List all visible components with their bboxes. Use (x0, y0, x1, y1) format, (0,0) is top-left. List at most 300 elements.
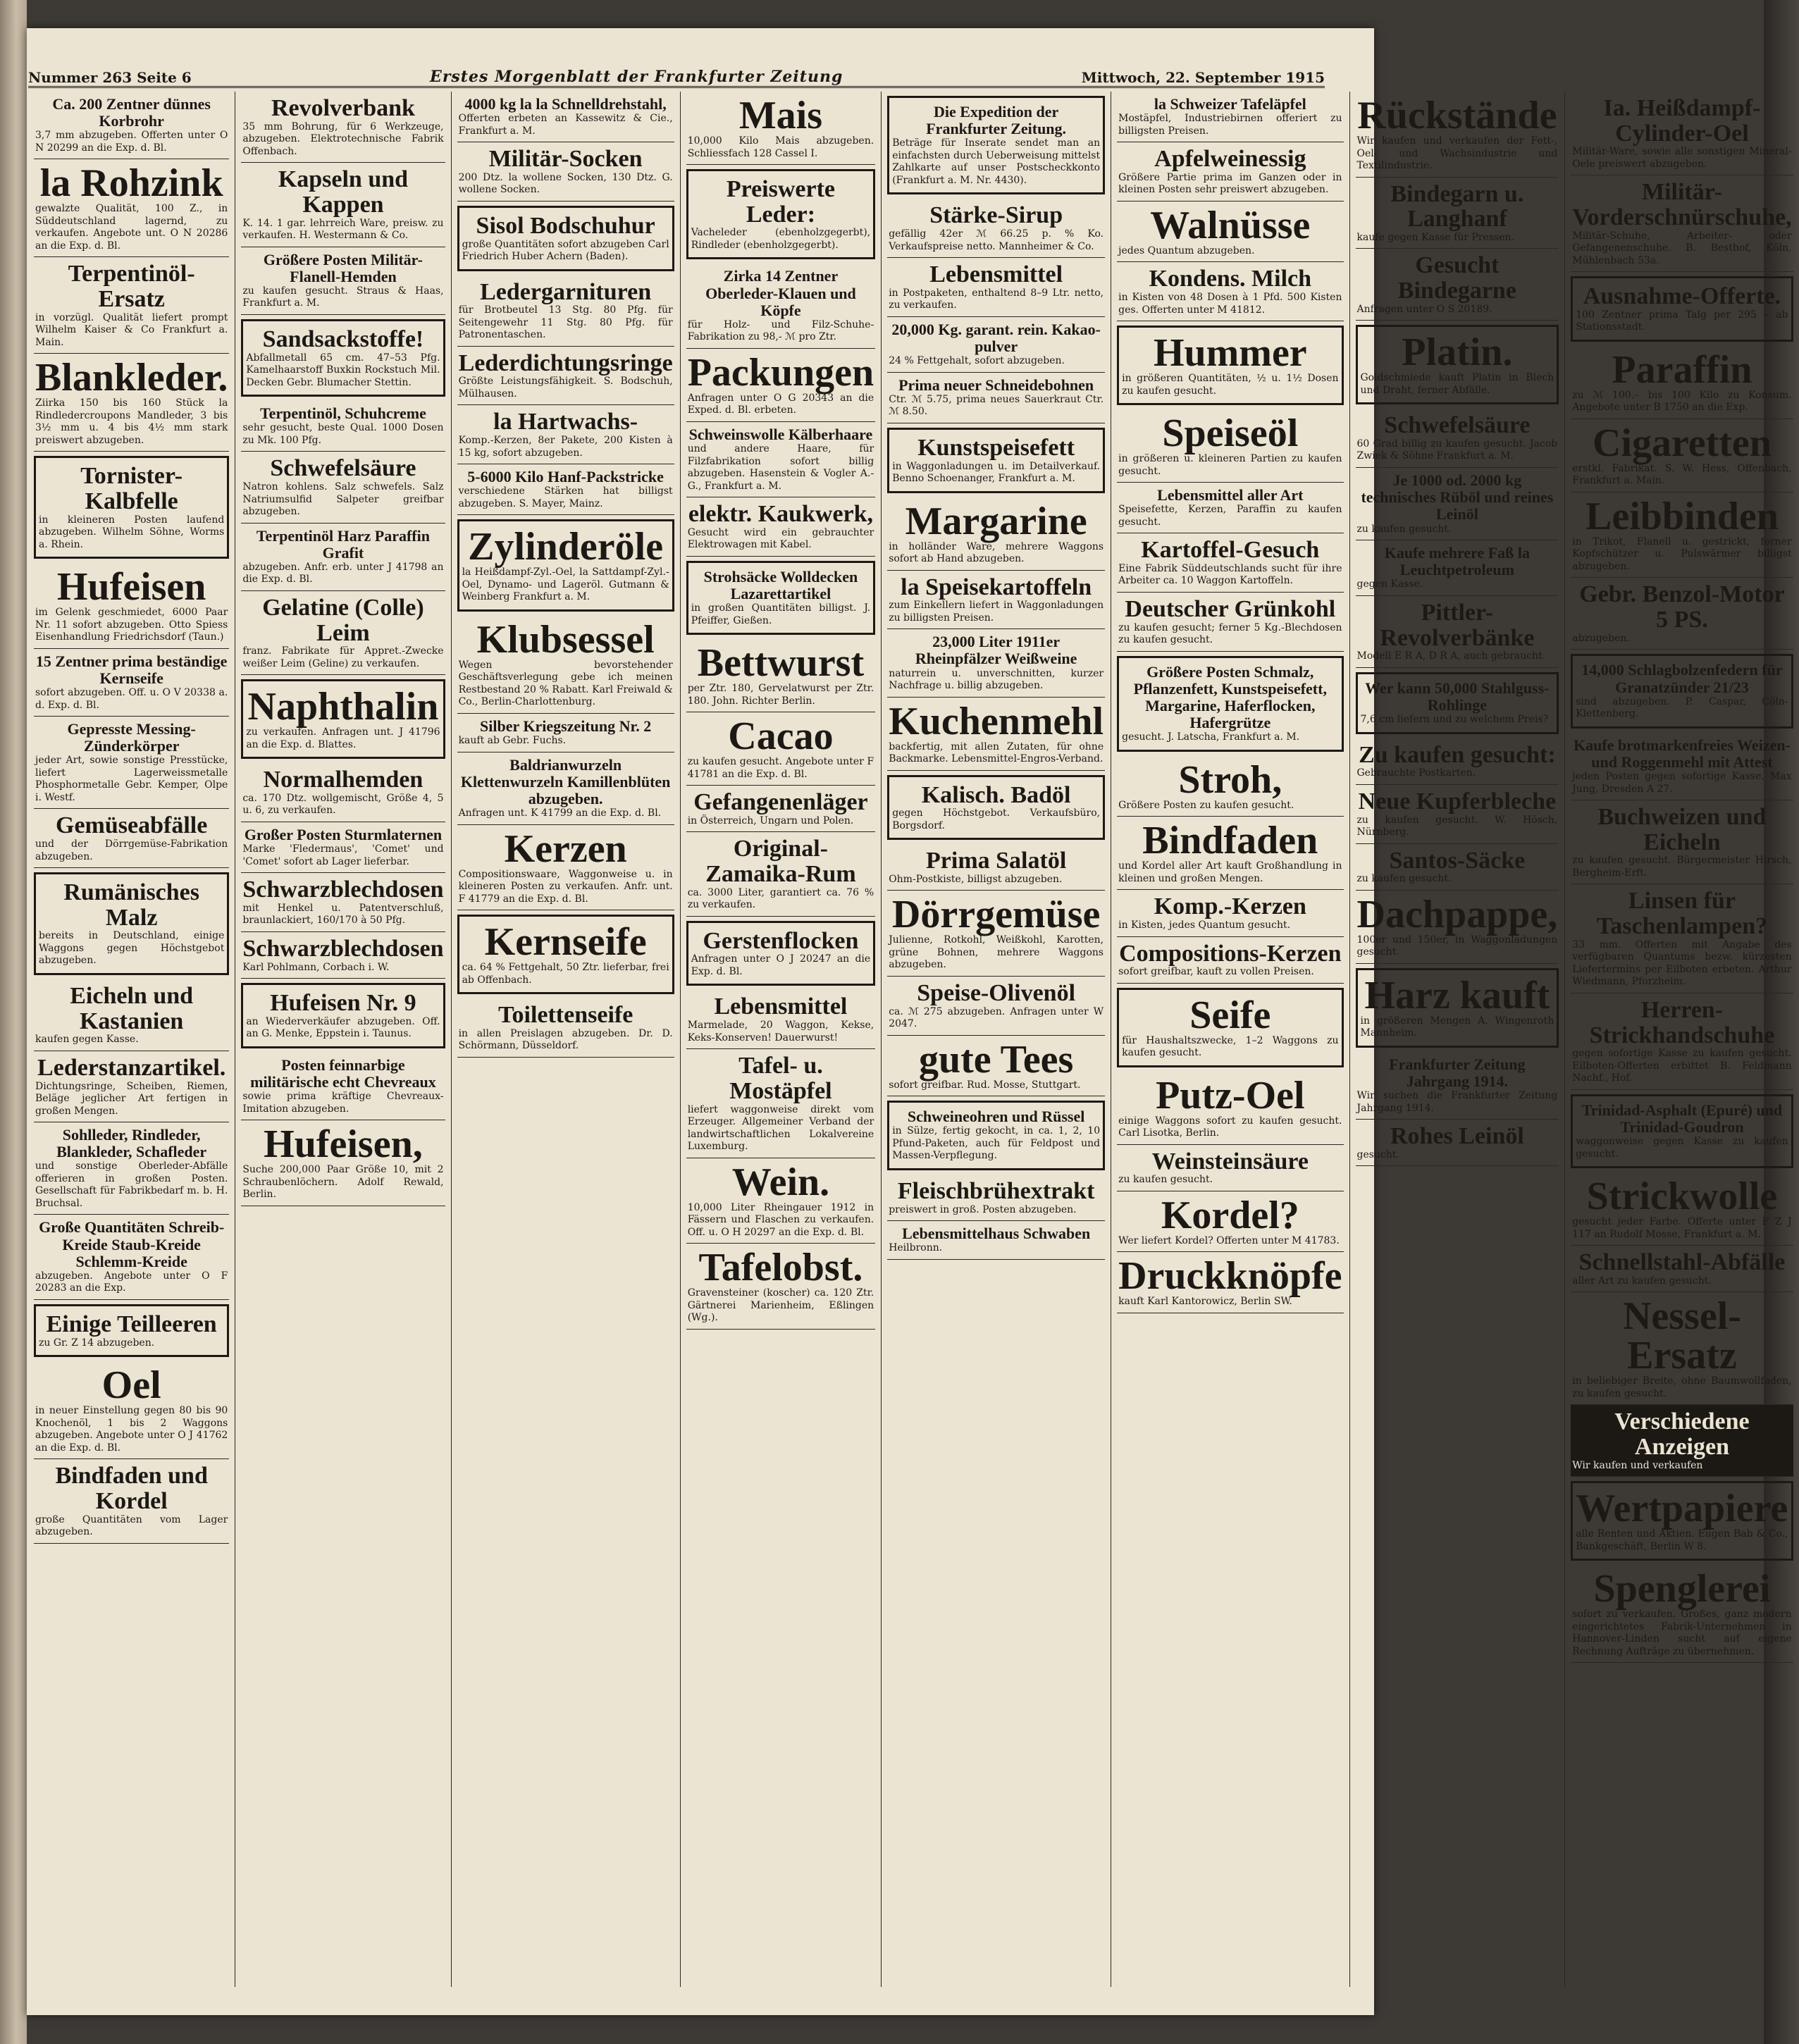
ad-body: Mostäpfel, Industriebirnen offeriert zu billigsten Preisen. (1118, 113, 1342, 137)
classified-ad (887, 1221, 1105, 1260)
ad-body: große Quantitäten sofort abzugeben Carl Friedrich Huber Achern (Baden). (462, 238, 669, 263)
ad-headline: Paraffin (1612, 347, 1752, 392)
classified-ad (34, 1122, 229, 1215)
classified-ad (1356, 968, 1559, 1048)
ad-body: Vacheleder (ebenholzgegerbt), Rindleder (ebenholzgegerbt). (691, 227, 871, 251)
ad-headline: Ia. Heißdampf-Cylinder-Oel (1603, 95, 1761, 147)
ad-body: in holländer Ware, mehrere Waggons sofort ab Hand abzugeben. (889, 540, 1104, 564)
classified-ad (1117, 656, 1343, 752)
ad-headline: Schwarzblechdosen (242, 877, 444, 903)
ad-headline: Bindfaden und Kordel (55, 1463, 208, 1514)
ad-headline: Kaufe mehrere Faß la Leuchtpetroleum (1384, 544, 1531, 579)
ad-headline: Kalisch. Badöl (921, 781, 1071, 808)
ad-body: la Heißdampf-Zyl.-Oel, la Sattdampf-Zyl.-Oel, Dynamo- und Lageröl. Gutmann & Weinberg Frankfurt a. M. (462, 566, 669, 603)
ad-body: gegen sofortige Kasse zu kaufen gesucht. Eilboten-Offerten erbittet B. Feldmann Nachf., Hof. (1572, 1048, 1792, 1084)
ad-headline: Rumänisches Malz (63, 879, 200, 931)
classified-ad (34, 979, 229, 1051)
classified-ad (887, 497, 1105, 571)
ad-headline: Zylinderöle (468, 525, 664, 569)
classified-ad (241, 247, 445, 315)
ad-body: in allen Preislagen abzugeben. Dr. D. Schörmann, Düsseldorf. (458, 1027, 673, 1052)
classified-ad (241, 319, 445, 397)
ad-body: und der Dörrgemüse-Fabrikation abzugeben. (35, 838, 228, 862)
classified-ad (686, 639, 876, 712)
classified-ad (887, 698, 1105, 771)
ad-body: abzugeben. Anfr. erb. unter J 41798 an die Exp. d. Bl. (242, 561, 444, 586)
ad-headline: la Schweizer Tafeläpfel (1154, 95, 1306, 113)
ad-body: alle Renten und Aktien. Eugen Bab & Co., Bankgeschäft, Berlin W 8. (1576, 1528, 1788, 1552)
ad-headline: Stroh, (1178, 757, 1282, 802)
ad-body: gegen Höchstgebot. Verkaufsbüro, Borgsdorf. (892, 807, 1101, 831)
ad-headline: Zu kaufen gesucht: (1359, 741, 1556, 768)
classified-ad (887, 977, 1105, 1036)
ad-headline: Mais (738, 94, 823, 137)
classified-ad (1356, 1120, 1559, 1166)
classified-ad (457, 206, 674, 271)
ad-headline: Frankfurter Zeitung Jahrgang 1914. (1389, 1055, 1526, 1090)
classified-ad (1571, 419, 1793, 493)
ad-body: Anfragen unt. K 41799 an die Exp. d. Bl. (458, 807, 662, 819)
ad-headline: Prima Salatöl (926, 848, 1067, 874)
ad-body: Wegen bevorstehender Geschäftsverlegung gebe ich meinen Restbestand 20 % Rabatt. Karl Freiwald & Co., Berlin-Charlottenburg. (458, 659, 673, 708)
ad-body: gegen Kasse. (1356, 578, 1423, 590)
ad-headline: Terpentinöl, Schuhcreme (259, 404, 426, 423)
ad-headline: Schwarzblechdosen (242, 935, 444, 962)
ad-body: zu ℳ 100.– bis 100 Kilo zu Konsum. Angebote unter B 1750 an die Exp. (1572, 389, 1792, 414)
ad-headline: Nessel-Ersatz (1622, 1294, 1741, 1378)
column-2 (235, 92, 451, 1987)
ad-body: in Waggonladungen u. im Detailverkauf. Benno Schoenanger, Frankfurt a. M. (892, 460, 1101, 484)
ad-headline: Je 1000 od. 2000 kg technisches Rüböl und reines Leinöl (1361, 471, 1554, 524)
ad-headline: Trinidad-Asphalt (Epuré) und Trinidad-Goudron (1581, 1101, 1783, 1136)
ad-body: in neuer Einstellung gegen 80 bis 90 Knochenöl, 1 bis 2 Waggons abzugeben. Angebote unter O J 41762 an die Exp. d. Bl. (35, 1405, 228, 1454)
ad-body: zu kaufen gesucht. (1356, 523, 1452, 535)
ad-body: zu kaufen gesucht. W. Hösch, Nürnberg. (1356, 814, 1558, 838)
issue-date: Mittwoch, 22. September 1915 (1081, 69, 1325, 86)
ad-body: Speisefette, Kerzen, Paraffin zu kaufen gesucht. (1118, 504, 1342, 528)
classified-ad (241, 1120, 445, 1206)
classified-ad (1571, 800, 1793, 884)
column-6 (1111, 92, 1349, 1987)
classified-ad (1356, 409, 1559, 468)
classified-ad (1356, 785, 1559, 844)
ad-headline: Schweinswolle Kälberhaare (688, 425, 873, 443)
page-header (28, 58, 1325, 88)
ad-body: in Postpaketen, enthaltend 8–9 Ltr. netto, zu verkaufen. (889, 287, 1104, 311)
ad-body: Militär-Ware, sowie alle sonstigen Mineral-Oele preiswert abzugeben. (1572, 146, 1792, 170)
ad-headline: Terpentinöl-Ersatz (68, 261, 195, 313)
ad-body: sofort greifbar. Rud. Mosse, Stuttgart. (889, 1079, 1081, 1091)
classified-ad (1117, 1252, 1343, 1313)
classified-ad (1571, 1481, 1793, 1561)
classified-ad (1571, 993, 1793, 1090)
classified-ad (34, 1459, 229, 1543)
ad-body: Wir kaufen und verkaufen (1572, 1459, 1703, 1471)
classified-ad (887, 1101, 1105, 1170)
ad-headline: Tafel- u. Mostäpfel (729, 1053, 832, 1104)
ad-body: in Österreich, Ungarn und Polen. (687, 814, 854, 826)
classified-ad (887, 775, 1105, 841)
classified-ad (1117, 262, 1343, 321)
ad-headline: Ca. 200 Zentner dünnes Korbrohr (52, 95, 211, 130)
classified-ad (457, 714, 674, 752)
ad-headline: Hummer (1153, 331, 1307, 376)
ad-body: sofort greifbar, kauft zu vollen Preisen. (1118, 966, 1314, 978)
ad-headline: Großer Posten Sturmlaternen (244, 825, 443, 843)
ad-columns (28, 92, 1792, 1987)
ad-body: naturrein u. unverschnitten, kurzer Nachfrage u. billig abzugeben. (889, 667, 1104, 692)
classified-ad (686, 349, 876, 422)
classified-ad (457, 915, 674, 994)
ad-headline: Schweineohren und Rüssel (907, 1108, 1085, 1126)
ad-body: Modell E R A, D R A, auch gebraucht. (1356, 650, 1546, 662)
classified-ad (241, 873, 445, 932)
classified-ad (1356, 249, 1559, 321)
ad-body: aller Art zu kaufen gesucht. (1572, 1275, 1712, 1287)
ad-headline: Militär-Socken (488, 146, 643, 173)
classified-ad (887, 891, 1105, 977)
classified-ad (1571, 276, 1793, 342)
ad-body: für Holz- und Filz-Schuhe-Fabrikation zu 98,- ℳ pro Ztr. (687, 318, 874, 343)
ad-body: Compositionswaare, Waggonweise u. in kleineren Posten zu verkaufen. Anfr. unt. F 41779 an die Exp. d. Bl. (458, 868, 673, 905)
ad-body: zu kaufen gesucht. Straus & Haas, Frankfurt a. M. (242, 285, 444, 309)
classified-ad (1571, 578, 1793, 650)
classified-ad (1571, 175, 1793, 272)
ad-headline: Putz-Oel (1156, 1073, 1305, 1117)
ad-headline: Strohsäcke Wolldecken Lazarettartikel (703, 567, 858, 602)
ad-headline: Rückstände (1357, 94, 1557, 137)
ad-body: Anfragen unter O J 20247 an die Exp. d. Bl. (691, 953, 871, 977)
ad-headline: elektr. Kaukwerk, (688, 501, 874, 528)
ad-body: kauft Karl Kantorowicz, Berlin SW. (1118, 1296, 1292, 1308)
ad-headline: Cigaretten (1592, 421, 1772, 465)
classified-ad (1117, 988, 1343, 1067)
classified-ad (34, 1215, 229, 1300)
ad-body: in größeren u. kleineren Partien zu kaufen gesucht. (1118, 453, 1342, 477)
classified-ad (686, 422, 876, 497)
ad-body: Wir kaufen und verkaufen der Fett-, Oel- und Wachsindustrie und Textilindustrie. (1356, 135, 1558, 171)
classified-ad (241, 92, 445, 163)
ad-body: Gebrauchte Postkarten. (1356, 767, 1476, 779)
ad-body: in größeren Quantitäten, ½ u. 1½ Dosen zu kaufen gesucht. (1122, 373, 1339, 397)
ad-headline: Gerstenflocken (703, 927, 859, 954)
ad-body: liefert waggonweise direkt vom Erzeuger. Allgemeiner Verband der landwirtschaftlichen Lokalvereine Luxemburg. (687, 1103, 874, 1152)
classified-ad (1571, 346, 1793, 419)
ad-headline: Santos-Säcke (1389, 847, 1526, 874)
ad-headline: Kondens. Milch (1149, 266, 1312, 292)
ad-body: in großen Quantitäten billigst. J. Pfeiffer, Gießen. (691, 602, 871, 626)
ad-body: per Ztr. 180, Gervelatwurst per Ztr. 180. John. Richter Berlin. (687, 683, 874, 707)
ad-body: sowie prima kräftige Chevreaux-Imitation abzugeben. (242, 1091, 444, 1115)
ad-headline: Gefangenenläger (693, 789, 868, 816)
column-1 (28, 92, 235, 1987)
classified-ad (34, 563, 229, 649)
ad-headline: Gebr. Benzol-Motor 5 PS. (1579, 581, 1785, 633)
classified-ad (686, 1049, 876, 1158)
ad-headline: Deutscher Grünkohl (1125, 595, 1336, 622)
ad-headline: Stärke-Sirup (929, 202, 1063, 229)
classified-ad (241, 524, 445, 591)
classified-ad (1117, 533, 1343, 593)
column-5 (882, 92, 1111, 1987)
classified-ad (1571, 1246, 1793, 1292)
ad-headline: Tafelobst. (698, 1246, 863, 1289)
classified-ad (1571, 884, 1793, 993)
classified-ad (457, 347, 674, 406)
classified-ad (887, 373, 1105, 423)
ad-body: Militär-Schuhe, Arbeiter- oder Gefangenenschuhe. B. Besthof, Köln, Mühlenbach 53a. (1572, 230, 1792, 266)
classified-ad (1571, 1292, 1793, 1405)
classified-ad (686, 712, 876, 786)
ad-body: zu verkaufen. Anfragen unt. J 41796 an die Exp. d. Blattes. (246, 726, 440, 750)
classified-ad (1571, 1565, 1793, 1663)
ad-headline: Revolverbank (271, 95, 415, 121)
ad-body: Karl Pohlmann, Corbach i. W. (242, 961, 390, 973)
ad-headline: Herren-Strickhandschuhe (1589, 996, 1775, 1048)
ad-headline: 5-6000 Kilo Hanf-Packstricke (467, 468, 664, 486)
ad-body: 10,000 Kilo Mais abzugeben. Schliessfach 128 Cassel I. (687, 135, 874, 159)
ad-body: 60 Grad billig zu kaufen gesucht. Jacob Zwiek & Söhne Frankfurt a. M. (1356, 438, 1558, 462)
classified-ad (1117, 202, 1343, 263)
ad-headline: Cacao (728, 714, 834, 759)
ad-body: 200 Dtz. la wollene Socken, 130 Dtz. G. wollene Socken. (458, 171, 673, 196)
classified-ad (1117, 1145, 1343, 1191)
ad-body: Heilbronn. (889, 1242, 943, 1254)
ad-headline: Größere Posten Schmalz, Pflanzenfett, Kunstspeisefett, Margarine, Haferflocken, Hafergrütze (1133, 662, 1327, 732)
classified-ad (887, 317, 1105, 373)
ad-body: ca. ℳ 275 abzugeben. Anfragen unter W 2047. (889, 1005, 1104, 1030)
classified-ad (686, 497, 876, 557)
ad-body: in Trikot, Flanell u. gestrickt, ferner Kopfschützer u. Pulswärmer billigst abzugeben. (1572, 535, 1792, 572)
ad-headline: Neue Kupferbleche (1358, 788, 1557, 814)
classified-ad (1356, 672, 1559, 734)
classified-ad (1356, 596, 1559, 668)
classified-ad (686, 1244, 876, 1330)
ad-headline: Lebensmittel aller Art (1157, 486, 1304, 504)
ad-body: abzugeben. Angebote unter O F 20283 an die Exp. (35, 1270, 228, 1294)
ad-body: erstkl. Fabrikat. S. W. Hess, Offenbach, Frankfurt a. Main. (1572, 462, 1792, 487)
classified-ad (686, 169, 876, 259)
ad-body: in kleineren Posten laufend abzugeben. Wilhelm Söhne, Worms a. Rhein. (39, 514, 225, 550)
ad-body: Größere Posten zu kaufen gesucht. (1118, 799, 1294, 811)
classified-ad (241, 591, 445, 675)
ad-headline: Harz kauft (1364, 973, 1550, 1017)
ad-body: zu kaufen gesucht. Bürgermeister Hirsch, Bergheim-Erft. (1572, 855, 1792, 879)
ad-headline: Gemüseabfälle (56, 812, 208, 839)
ad-headline: 23,000 Liter 1911er Rheinpfälzer Weißweine (915, 633, 1077, 668)
ad-headline: Linsen für Taschenlampen? (1596, 888, 1768, 940)
ad-headline: Dörrgemüse (891, 893, 1101, 937)
classified-ad (457, 825, 674, 911)
ad-headline: 20,000 Kg. garant. rein. Kakao-pulver (891, 320, 1101, 355)
classified-ad (887, 571, 1105, 630)
ad-headline: Prima neuer Schneidebohnen (898, 376, 1094, 394)
ad-body: sehr gesucht, beste Qual. 1000 Dosen zu Mk. 100 Pfg. (242, 422, 444, 446)
ad-body: verschiedene Stärken hat billigst abzugeben. S. Mayer, Mainz. (458, 485, 673, 509)
classified-ad (241, 932, 445, 979)
ad-headline: la Hartwachs- (493, 409, 638, 435)
column-7 (1350, 92, 1566, 1987)
ad-headline: la Rohzink (39, 161, 223, 206)
ad-headline: Apfelweinessig (1154, 146, 1306, 173)
classified-ad (1117, 937, 1343, 984)
ad-headline: 15 Zentner prima beständige Kernseife (35, 652, 228, 687)
classified-ad (1117, 326, 1343, 405)
ad-headline: Gesucht Bindegarne (1397, 252, 1516, 304)
ad-body: in beliebiger Breite, ohne Baumwollfaden, zu kaufen gesucht. (1572, 1375, 1792, 1399)
ad-body: kauft ab Gebr. Fuchs. (458, 735, 567, 746)
ad-body: Julienne, Rotkohl, Weißkohl, Karotten, grüne Bohnen, mehrere Waggons abzugeben. (889, 934, 1104, 971)
classified-ad (1117, 483, 1343, 533)
ad-headline: Sandsackstoffe! (262, 326, 424, 352)
ad-body: Anfragen unter O G 20343 an die Exped. d. Bl. erbeten. (687, 392, 874, 416)
ad-body: 100er und 150er, in Waggonladungen gesucht. (1356, 934, 1558, 958)
ad-headline: Posten feinnarbige militärische echt Chevreaux (250, 1055, 436, 1091)
classified-ad (1117, 92, 1343, 142)
ad-body: 35 mm Bohrung, für 6 Werkzeuge, abzugeben. Elektrotechnische Fabrik Offenbach. (242, 120, 444, 157)
ad-headline: Bindegarn u. Langhanf (1390, 180, 1524, 233)
ad-headline: Margarine (905, 499, 1087, 543)
ad-headline: Kerzen (504, 826, 627, 871)
classified-ad (1117, 756, 1343, 817)
ad-headline: Leibbinden (1585, 494, 1779, 538)
ad-body: bereits in Deutschland, einige Waggons gegen Höchstgebot abzugeben. (39, 930, 225, 967)
classified-ad (34, 809, 229, 868)
ad-headline: Wertpapiere (1576, 1487, 1788, 1531)
classified-ad (1356, 92, 1559, 178)
ad-body: gewalzte Qualität, 100 Z., in Süddeutschland lagernd, zu verkaufen. Angebote unt. O N 20286 an die Exp. d. Bl. (35, 203, 228, 252)
ad-body: und Kordel aller Art kauft Großhandlung in kleinen und großen Mengen. (1118, 860, 1342, 884)
book-spine (0, 0, 27, 2044)
ad-body: in größeren Mengen A. Wingenroth Mannheim. (1360, 1015, 1554, 1039)
ad-body: an Wiederverkäufer abzugeben. Off. an G. Menke, Eppstein i. Taunus. (246, 1015, 440, 1040)
ad-body: ca. 64 % Fettgehalt, 50 Ztr. lieferbar, frei ab Offenbach. (462, 962, 669, 986)
ad-body: gefällig 42er ℳ 66.25 p. % Ko. Verkaufspreise netto. Mannheimer & Co. (889, 228, 1104, 252)
ad-body: große Quantitäten vom Lager abzugeben. (35, 1513, 228, 1537)
classified-ad (1356, 1052, 1559, 1120)
classified-ad (686, 921, 876, 986)
ad-headline: Gepresste Messing-Zünderkörper (67, 720, 196, 755)
ad-headline: Zirka 14 Zentner Oberleder-Klauen und Köpfe (705, 267, 856, 319)
ad-body: Gravensteiner (koscher) ca. 120 Ztr. Gärtnerei Marienheim, Eßlingen (Wg.). (687, 1287, 874, 1323)
ad-headline: Sohlleder, Rindleder, Blankleder, Schafleder (56, 1126, 207, 1161)
ad-headline: Oel (101, 1363, 161, 1408)
ad-body: jeden Posten gegen sofortige Kasse. Max Jung, Dresden A 27. (1572, 771, 1792, 795)
classified-ad (1571, 1094, 1793, 1168)
classified-ad (686, 990, 876, 1049)
ad-body: Eine Fabrik Süddeutschlands sucht für ihre Arbeiter ca. 10 Waggon Kartoffeln. (1118, 562, 1342, 587)
ad-headline: Größere Posten Militär-Flanell-Hemden (263, 250, 423, 285)
ad-body: Ziirka 150 bis 160 Stück la Rindledercroupons Mandleder, 3 bis 3½ mm u. 4 bis 4½ mm stark preiswert abzugeben. (35, 397, 228, 446)
classified-ad (457, 275, 674, 347)
ad-body: Größte Leistungsfähigkeit. S. Bodschuh, Mülhausen. (458, 376, 673, 399)
ad-body: 7,6 cm liefern und zu welchem Preis? (1360, 714, 1549, 726)
ad-headline: Packungen (687, 350, 874, 395)
ad-body: 100 Zentner prima Talg per 295 – ab Stationsstadt. (1576, 309, 1788, 333)
classified-ad (1117, 142, 1343, 202)
ad-headline: Seife (1189, 993, 1271, 1037)
classified-ad (1356, 891, 1559, 964)
ad-body: Suche 200,000 Paar Größe 10, mit 2 Schraubenlöchern. Adolf Rewald, Berlin. (242, 1164, 444, 1201)
classified-ad (686, 561, 876, 635)
ad-body: backfertig, mit allen Zutaten, für ohne Backmarke. Lebensmittel-Engros-Verband. (889, 741, 1104, 765)
classified-ad (1117, 409, 1343, 483)
ad-body: im Gelenk geschmiedet, 6000 Paar Nr. 11 sofort abzugeben. Otto Spiess Eisenhandlung Friedrichsdorf (Taun.) (35, 607, 228, 643)
classified-ad (1117, 817, 1343, 890)
ad-body: in Sülze, fertig gekocht, in ca. 1, 2, 10 Pfund-Paketen, auch für Feldpost und Massen-Verpflegung. (892, 1125, 1101, 1162)
ad-headline: Druckknöpfe (1118, 1254, 1342, 1299)
ad-body: zu kaufen gesucht; ferner 5 Kg.-Blechdosen zu kaufen gesucht. (1118, 621, 1342, 646)
ad-headline: Sisol Bodschuhur (476, 212, 655, 239)
ad-body: 3,7 mm abzugeben. Offerten unter O N 20299 an die Exp. d. Bl. (35, 130, 228, 154)
ad-body: Ohm-Postkiste, billigst abzugeben. (889, 873, 1063, 885)
ad-headline: Buchweizen und Eicheln (1597, 804, 1767, 855)
classified-ad (241, 401, 445, 452)
ad-body: Marmelade, 20 Waggon, Kekse, Keks-Konserven! Dauerwurst! (687, 1020, 874, 1043)
ad-headline: Große Quantitäten Schreib-Kreide Staub-Kreide Schlemm-Kreide (39, 1218, 225, 1270)
classified-ad (1356, 844, 1559, 891)
classified-ad (1356, 540, 1559, 596)
classified-ad (34, 354, 229, 452)
ad-headline: Compositions-Kerzen (1119, 940, 1342, 967)
classified-ad (686, 1158, 876, 1244)
ad-headline: Original-Zamaika-Rum (705, 836, 856, 888)
ad-headline: Walnüsse (1150, 203, 1311, 247)
ad-headline: Hufeisen Nr. 9 (270, 990, 416, 1016)
ad-body: sofort abzugeben. Off. u. O V 20338 a. d. Exp. d. Bl. (35, 687, 228, 711)
classified-ad (457, 405, 674, 464)
ad-headline: Ledergarnituren (480, 278, 652, 305)
ad-body: Beträge für Inserate sendet man an einfachsten durch Ueberweisung mittelst Zahlkarte auf unser Postscheckkonto (Frankfurt a. M. Nr. 4430). (892, 137, 1101, 186)
classified-ad (1571, 654, 1793, 728)
ad-headline: Militär-Vorderschnürschuhe, (1572, 179, 1792, 231)
ad-body: Gesucht wird ein gebrauchter Elektrowagen mit Kabel. (687, 526, 874, 551)
ad-body: zu kaufen gesucht. Angebote unter F 41781 an die Exp. d. Bl. (687, 756, 874, 780)
ad-headline: Wein. (731, 1160, 830, 1204)
ad-headline: Wer kann 50,000 Stahlguss-Rohlinge (1365, 679, 1550, 714)
ad-headline: Verschiedene Anzeigen (1614, 1408, 1750, 1460)
classified-ad (241, 983, 445, 1048)
ad-headline: Preiswerte Leder: (726, 176, 836, 228)
classified-ad (1571, 493, 1793, 578)
ad-body: Dichtungsringe, Scheiben, Riemen, Beläge jeglicher Art fertigen in großen Mengen. (35, 1080, 228, 1117)
ad-headline: Baldrianwurzeln Klettenwurzeln Kamillenblüten abzugeben. (460, 755, 671, 807)
ad-headline: Fleischbrühextrakt (897, 1177, 1095, 1204)
classified-ad (887, 1175, 1105, 1221)
ad-headline: Einige Teilleeren (46, 1311, 217, 1337)
classified-ad (1356, 178, 1559, 249)
classified-ad (34, 1304, 229, 1357)
column-3 (452, 92, 681, 1987)
ad-body: sofort zu verkaufen. Großes, ganz modern eingerichtetes Fabrik-Unternehmen in Hannover-Linden sucht auf eigene Rechnung Aufträge zu übernehmen. (1572, 1609, 1792, 1657)
ad-body: Goldschmiede kauft Platin in Blech und Draht, ferner Abfälle. (1360, 372, 1554, 396)
ad-headline: Speise-Olivenöl (917, 979, 1076, 1006)
ad-body: 33 mm. Offerten mit Angabe des verfügbaren Quantums bezw. kürzesten Liefertermins per Eilboten erbeten. Arthur Wiedmann, Pforzheim. (1572, 939, 1792, 988)
classified-ad (34, 257, 229, 354)
ad-headline: Schwefelsäure (270, 455, 416, 482)
ad-body: Anfragen unter O S 20189. (1356, 303, 1492, 315)
classified-ad (34, 1051, 229, 1122)
ad-headline: Speiseöl (1162, 411, 1299, 456)
ad-headline: Schnellstahl-Abfälle (1578, 1249, 1786, 1276)
ad-headline: Kunstspeisefett (917, 434, 1075, 461)
classified-ad (1571, 1405, 1793, 1477)
classified-ad (34, 649, 229, 717)
ad-body: Größere Partie prima im Ganzen oder in kleinen Posten sehr preiswert abzugeben. (1118, 171, 1342, 196)
ad-body: zu Gr. Z 14 abzugeben. (39, 1337, 155, 1349)
issue-number: Nummer 263 Seite 6 (28, 69, 192, 86)
classified-ad (457, 998, 674, 1058)
